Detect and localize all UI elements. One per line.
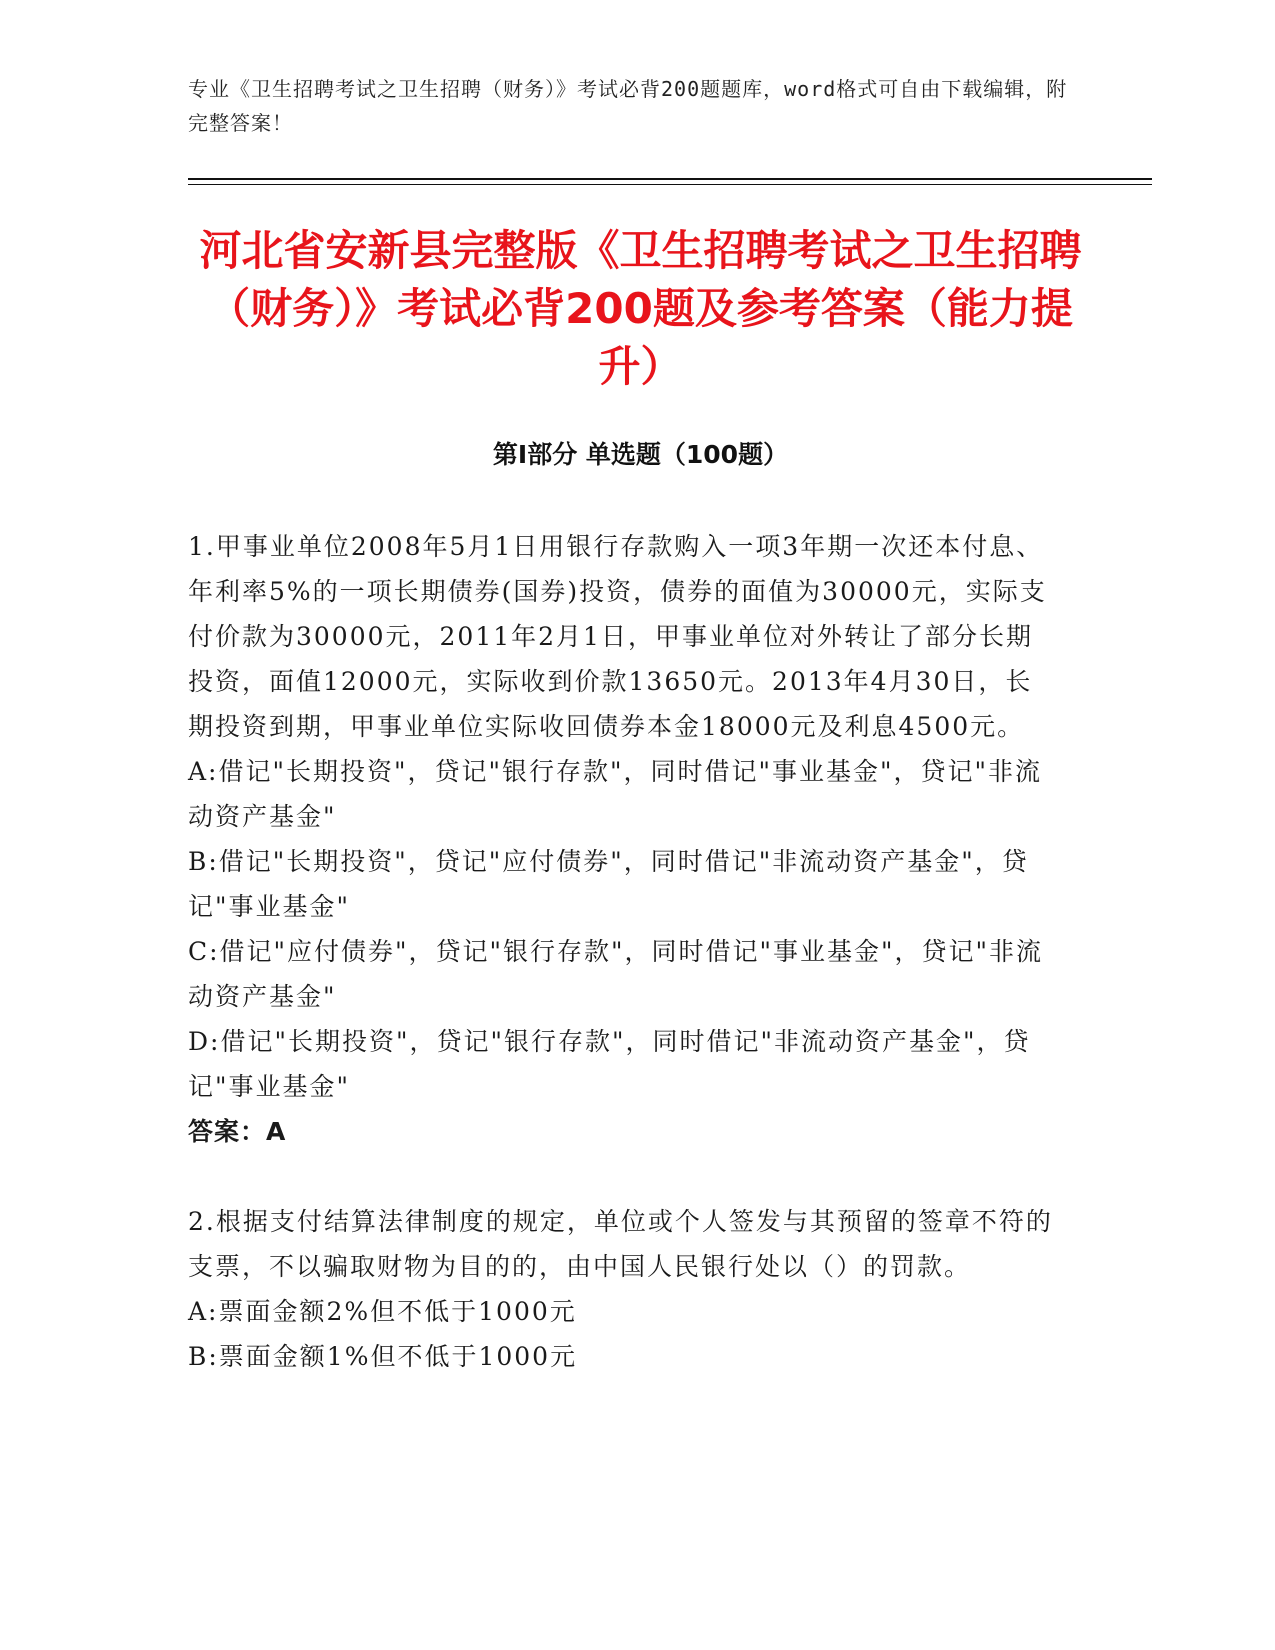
option-b: B:票面金额1%但不低于1000元 — [188, 1342, 578, 1371]
header-rule-thin — [188, 184, 1152, 185]
section-title: 第I部分 单选题（100题） — [492, 440, 789, 469]
question-stem: 2.根据支付结算法律制度的规定，单位或个人签发与其预留的签章不符的支票，不以骗取财物为目的的，由中国人民银行处以（）的罚款。 — [188, 1207, 1053, 1281]
answer: 答案：A — [188, 1117, 287, 1146]
option-a: A:票面金额2%但不低于1000元 — [188, 1297, 577, 1326]
option-c: C:借记"应付债券"，贷记"银行存款"，同时借记"事业基金"，贷记"非流动资产基金" — [188, 937, 1044, 1011]
question-2 — [188, 1199, 1058, 1379]
header-note: 专业《卫生招聘考试之卫生招聘（财务）》考试必背200题题库，word格式可自由下载编辑，附完整答案！ — [188, 77, 1068, 135]
question-1 — [188, 524, 1058, 1154]
question-stem: 1.甲事业单位2008年5月1日用银行存款购入一项3年期一次还本付息、年利率5%的一项长期债券(国券)投资，债券的面值为30000元，实际支付价款为30000元，2011年2月1日，甲事业单位对外转让了部分长期投资，面值12000元，实际收到价款13650元。2013年4月30日，长期投资到期，甲事业单位实际收回债券本金18000元及利息4500元。 — [188, 532, 1047, 741]
option-a: A:借记"长期投资"，贷记"银行存款"，同时借记"事业基金"，贷记"非流动资产基金" — [188, 757, 1042, 831]
question-list — [188, 524, 1058, 1379]
option-b: B:借记"长期投资"，贷记"应付债券"，同时借记"非流动资产基金"，贷记"事业基金" — [188, 847, 1029, 921]
option-d: D:借记"长期投资"，贷记"银行存款"，同时借记"非流动资产基金"，贷记"事业基金" — [188, 1027, 1031, 1101]
document-title: 河北省安新县完整版《卫生招聘考试之卫生招聘（财务）》考试必背200题及参考答案（能力提升） — [199, 226, 1082, 391]
header-rule-thick — [188, 178, 1152, 180]
